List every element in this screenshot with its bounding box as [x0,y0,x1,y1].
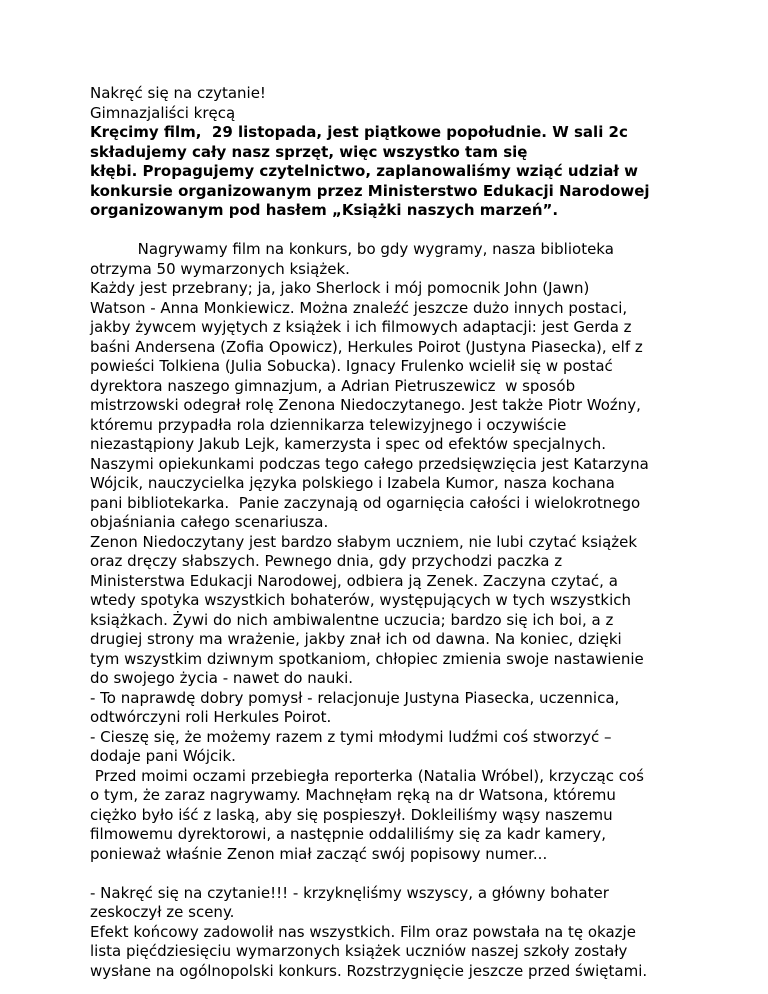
closing-text [90,884,690,982]
body-line: Wójcik, nauczycielka języka polskiego i Izabela Kumor, nasza kochana [90,474,615,492]
body-line: o tym, że zaraz nagrywamy. Machnęłam ręką na dr Watsona, któremu [90,786,616,804]
lead-line: Kręcimy film, 29 listopada, jest piątkowe popołudnie. W sali 2c [90,123,628,141]
body-line: któremu przypadła rola dziennikarza telewizyjnego i oczywiście [90,415,567,434]
paragraph-spacer [90,221,690,241]
body-line: niezastąpiony Jakub Lejk, kamerzysta i spec od efektów specjalnych. [90,435,606,453]
paragraph-spacer [90,864,690,884]
body-line: dyrektora naszego gimnazjum, a Adrian Pietruszewicz w sposób [90,376,576,395]
body-line: - To naprawdę dobry pomysł - relacjonuje Justyna Piasecka, uczennica, [90,688,620,707]
body-line: Nagrywamy film na konkurs, bo gdy wygramy, nasza biblioteka [90,240,614,258]
body-line: jakby żywcem wyjętych z książek i ich filmowych adaptacji: jest Gerda z [90,318,632,336]
lead-paragraph [90,123,690,221]
closing-line: - Nakręć się na czytanie!!! - krzyknęliśmy wszyscy, a główny bohater [90,883,609,902]
body-line: Zenon Niedoczytany jest bardzo słabym uczniem, nie lubi czytać książek [90,532,638,551]
body-line: odtwórczyni roli Herkules Poirot. [90,708,332,726]
body-line: objaśniania całego scenariusza. [90,513,329,531]
document-title: Nakręć się na czytanie! [90,84,266,102]
body-line: filmowemu dyrektorowi, a następnie oddaliliśmy się za kadr kamery, [90,825,607,843]
lead-line: organizowanym pod hasłem „Książki naszych marzeń”. [90,201,559,219]
body-line: Każdy jest przebrany; ja, jako Sherlock i mój pomocnik John (Jawn) [90,279,590,297]
body-line: ciężko było iść z laską, aby się pospieszył. Dokleiliśmy wąsy naszemu [90,805,613,824]
body-line: wtedy spotyka wszystkich bohaterów, występujących w tych wszystkich [90,591,631,609]
body-line: otrzyma 50 wymarzonych książek. [90,259,350,278]
body-line: tym wszystkim dziwnym spotkaniom, chłopiec zmienia swoje nastawienie [90,649,644,668]
closing-line: wysłane na ogólnopolski konkurs. Rozstrzygnięcie jeszcze przed świętami. [90,961,648,980]
closing-line: Efekt końcowy zadowolił nas wszystkich. Film oraz powstała na tę okazje [90,922,636,941]
body-line: - Cieszę się, że możemy razem z tymi młodymi ludźmi coś stworzyć – [90,727,612,746]
document-page [90,84,690,981]
body-line: ponieważ właśnie Zenon miał zacząć swój popisowy numer... [90,844,548,863]
body-line: Watson - Anna Monkiewicz. Można znaleźć jeszcze dużo innych postaci, [90,298,628,317]
document-subtitle: Gimnazjaliści kręcą [90,103,236,122]
body-line: do swojego życia - nawet do nauki. [90,669,354,687]
body-line: Przed moimi oczami przebiegła reporterka (Natalia Wróbel), krzycząc coś [90,766,644,785]
body-line: Naszymi opiekunkami podczas tego całego przedsięwzięcia jest Katarzyna [90,454,649,473]
body-line: baśni Andersena (Zofia Opowicz), Herkules Poirot (Justyna Piasecka), elf z [90,337,643,356]
lead-line: składujemy cały nasz sprzęt, więc wszystko tam się [90,142,528,161]
body-line: dodaje pani Wójcik. [90,747,236,765]
header-block [90,84,690,123]
body-line: pani bibliotekarka. Panie zaczynają od ogarnięcia całości i wielokrotnego [90,493,641,512]
body-line: Ministerstwa Edukacji Narodowej, odbiera ją Zenek. Zaczyna czytać, a [90,571,618,590]
lead-line: kłębi. Propagujemy czytelnictwo, zaplanowaliśmy wziąć udział w [90,162,638,180]
body-line: powieści Tolkiena (Julia Sobucka). Ignacy Frulenko wcielił się w postać [90,357,613,375]
body-line: oraz dręczy słabszych. Pewnego dnia, gdy przychodzi paczka z [90,552,563,570]
body-line: drugiej strony ma wrażenie, jakby znał ich od dawna. Na koniec, dzięki [90,630,622,648]
closing-line: lista pięćdziesięciu wymarzonych książek uczniów naszej szkoły zostały [90,942,628,960]
body-line: mistrzowski odegrał rolę Zenona Niedoczytanego. Jest także Piotr Woźny, [90,396,641,414]
body-text [90,240,690,864]
closing-line: zeskoczył ze sceny. [90,903,235,921]
body-line: książkach. Żywi do nich ambiwalentne uczucia; bardzo się ich boi, a z [90,610,614,629]
lead-line: konkursie organizowanym przez Ministerstwo Edukacji Narodowej [90,181,650,200]
